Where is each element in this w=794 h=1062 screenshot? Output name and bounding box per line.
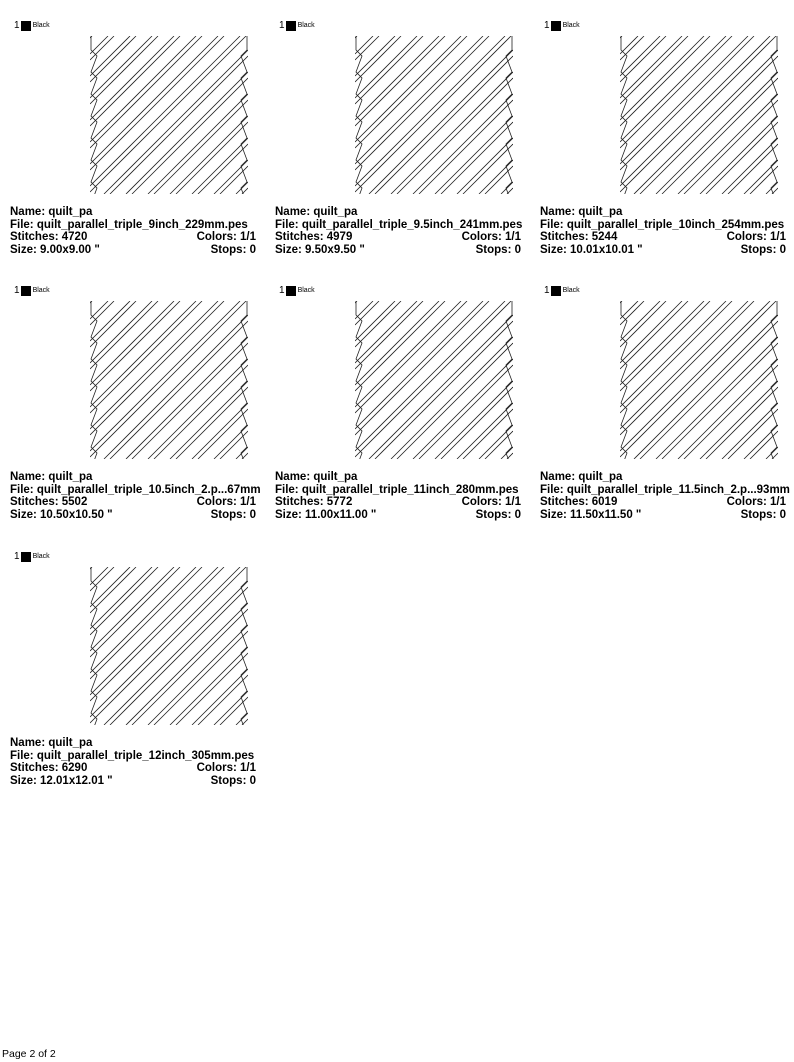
stitch-line — [355, 36, 439, 120]
stitch-line — [148, 94, 248, 194]
stitch-line — [170, 381, 248, 459]
design-size: Size: 10.01x10.01 " — [540, 243, 643, 256]
color-number: 1 — [279, 20, 285, 31]
design-stops: Stops: 0 — [210, 774, 256, 787]
stitch-line — [620, 301, 704, 385]
color-legend — [279, 285, 315, 297]
design-colors: Colors: 1/1 — [196, 762, 256, 774]
design-stitches: Stitches: 5772 — [275, 496, 353, 508]
design-card — [275, 283, 521, 533]
design-card — [540, 18, 786, 268]
stitch-line — [90, 36, 218, 164]
quilt-design-preview — [90, 301, 248, 459]
stitch-line — [501, 182, 513, 194]
quilt-stitch-pattern — [90, 301, 248, 459]
design-name: Name: quilt_pa — [275, 471, 358, 483]
stitch-line — [620, 301, 710, 391]
stitch-line — [620, 36, 704, 120]
design-stitches: Stitches: 4979 — [275, 231, 353, 243]
color-name: Black — [297, 22, 315, 29]
design-info — [275, 471, 521, 521]
stitch-line — [148, 359, 248, 459]
stitch-border — [91, 36, 97, 194]
color-swatch — [21, 552, 31, 562]
design-size: Size: 11.50x11.50 " — [540, 508, 642, 521]
stitch-line — [355, 36, 467, 148]
stitch-line — [750, 431, 778, 459]
stitch-line — [397, 78, 513, 194]
stitch-line — [110, 56, 248, 194]
stitch-line — [620, 301, 776, 457]
color-number: 1 — [279, 285, 285, 296]
stitch-line — [132, 609, 248, 725]
stitch-line — [355, 301, 483, 429]
color-swatch — [286, 21, 296, 31]
color-legend — [279, 20, 315, 32]
stitch-line — [170, 116, 248, 194]
stitch-line — [110, 587, 248, 725]
stitch-line — [620, 301, 726, 407]
quilt-stitch-pattern — [620, 301, 778, 459]
quilt-design-preview — [90, 36, 248, 194]
stitch-line — [744, 425, 778, 459]
stitch-line — [90, 301, 196, 407]
stitch-line — [355, 36, 483, 164]
color-name: Black — [32, 553, 50, 560]
stitch-line — [722, 138, 778, 194]
color-name: Black — [562, 22, 580, 29]
stitch-line — [457, 403, 513, 459]
design-size: Size: 9.00x9.00 " — [10, 243, 100, 256]
stitch-line — [90, 567, 114, 591]
stitch-line — [132, 343, 248, 459]
quilt-design-preview — [355, 36, 513, 194]
stitch-line — [90, 301, 218, 429]
stitch-line — [766, 447, 778, 459]
color-legend — [14, 20, 50, 32]
design-stops: Stops: 0 — [210, 508, 256, 521]
stitch-border — [356, 301, 362, 459]
design-size: Size: 10.50x10.50 " — [10, 508, 113, 521]
design-colors: Colors: 1/1 — [461, 231, 521, 243]
stitch-line — [90, 301, 158, 369]
stitch-line — [620, 301, 732, 413]
stitch-line — [750, 166, 778, 194]
stitch-line — [170, 647, 248, 725]
stitch-line — [236, 713, 248, 725]
stitch-line — [375, 321, 513, 459]
design-info — [10, 471, 261, 521]
stitch-border — [91, 567, 97, 725]
color-swatch — [286, 286, 296, 296]
stitch-line — [620, 36, 644, 60]
stitch-border — [621, 36, 627, 194]
stitch-line — [355, 36, 461, 142]
stitch-line — [192, 669, 248, 725]
stitch-line — [620, 36, 770, 186]
design-file: File: quilt_parallel_triple_9inch_229mm.pes — [10, 218, 248, 231]
stitch-line — [355, 301, 505, 451]
stitch-line — [457, 138, 513, 194]
color-number: 1 — [14, 551, 20, 562]
stitch-line — [479, 425, 513, 459]
color-name: Black — [32, 287, 50, 294]
stitch-line — [90, 567, 246, 723]
stitch-line — [620, 301, 748, 429]
stitch-line — [220, 431, 248, 459]
design-stops: Stops: 0 — [475, 508, 521, 521]
stitch-line — [90, 36, 158, 104]
stitch-line — [700, 381, 778, 459]
stitch-line — [501, 447, 513, 459]
design-colors: Colors: 1/1 — [726, 496, 786, 508]
color-legend — [14, 285, 50, 297]
stitch-line — [110, 321, 248, 459]
stitch-line — [90, 301, 174, 385]
stitch-line — [90, 36, 174, 120]
stitch-line — [90, 36, 240, 186]
color-legend — [544, 285, 580, 297]
stitch-line — [90, 301, 180, 391]
design-stitches: Stitches: 6019 — [540, 496, 618, 508]
design-name: Name: quilt_pa — [10, 737, 93, 749]
stitch-line — [198, 409, 248, 459]
stitch-line — [90, 567, 174, 651]
stitch-line — [90, 36, 114, 60]
design-name: Name: quilt_pa — [540, 206, 623, 218]
color-number: 1 — [544, 285, 550, 296]
design-stops: Stops: 0 — [740, 508, 786, 521]
design-info — [540, 471, 790, 521]
stitch-line — [413, 359, 513, 459]
stitch-line — [620, 301, 688, 369]
design-file: File: quilt_parallel_triple_9.5inch_241mm.pes — [275, 218, 523, 231]
stitch-line — [355, 36, 379, 60]
design-name: Name: quilt_pa — [540, 471, 623, 483]
stitch-line — [620, 36, 748, 164]
stitch-line — [90, 567, 240, 717]
color-name: Black — [32, 22, 50, 29]
stitch-line — [413, 94, 513, 194]
quilt-stitch-pattern — [620, 36, 778, 194]
stitch-line — [435, 116, 513, 194]
color-legend — [14, 551, 50, 563]
stitch-line — [620, 36, 710, 126]
stitch-line — [662, 343, 778, 459]
stitch-line — [132, 78, 248, 194]
design-size: Size: 11.00x11.00 " — [275, 508, 377, 521]
color-name: Black — [562, 287, 580, 294]
quilt-design-preview — [620, 301, 778, 459]
stitch-line — [220, 697, 248, 725]
quilt-design-preview — [620, 36, 778, 194]
stitch-line — [620, 301, 644, 325]
stitch-line — [355, 301, 379, 325]
design-info — [540, 206, 786, 256]
stitch-line — [463, 409, 513, 459]
stitch-line — [744, 160, 778, 194]
design-file: File: quilt_parallel_triple_10inch_254mm.pes — [540, 218, 785, 231]
design-stitches: Stitches: 5502 — [10, 496, 88, 508]
stitch-line — [214, 691, 248, 725]
color-legend — [544, 20, 580, 32]
stitch-line — [620, 301, 770, 451]
design-stitches: Stitches: 6290 — [10, 762, 88, 774]
stitch-line — [355, 301, 423, 369]
design-name: Name: quilt_pa — [10, 206, 93, 218]
stitch-line — [214, 425, 248, 459]
design-stitches: Stitches: 5244 — [540, 231, 618, 243]
quilt-stitch-pattern — [90, 36, 248, 194]
stitch-line — [355, 301, 439, 385]
stitch-line — [90, 567, 158, 635]
stitch-line — [620, 36, 776, 192]
stitch-line — [435, 381, 513, 459]
stitch-line — [479, 160, 513, 194]
design-info — [10, 737, 256, 787]
stitch-line — [90, 301, 114, 325]
design-file: File: quilt_parallel_triple_12inch_305mm.pes — [10, 749, 255, 762]
quilt-stitch-pattern — [355, 36, 513, 194]
quilt-design-preview — [355, 301, 513, 459]
stitch-line — [355, 301, 511, 457]
stitch-line — [656, 337, 778, 459]
stitch-line — [214, 160, 248, 194]
quilt-stitch-pattern — [355, 301, 513, 459]
stitch-line — [90, 567, 218, 695]
stitch-line — [90, 36, 202, 148]
color-swatch — [21, 21, 31, 31]
stitch-line — [391, 72, 513, 194]
stitch-line — [620, 36, 688, 104]
design-file: File: quilt_parallel_triple_11.5inch_2.p...93mm — [540, 483, 790, 496]
stitch-line — [198, 144, 248, 194]
color-number: 1 — [14, 285, 20, 296]
stitch-line — [355, 36, 445, 126]
stitch-line — [126, 72, 248, 194]
stitch-line — [463, 144, 513, 194]
stitch-line — [700, 116, 778, 194]
design-stops: Stops: 0 — [210, 243, 256, 256]
stitch-border — [91, 301, 97, 459]
stitch-line — [722, 403, 778, 459]
design-card — [540, 283, 790, 533]
color-swatch — [551, 286, 561, 296]
stitch-line — [236, 182, 248, 194]
stitch-line — [662, 78, 778, 194]
stitch-line — [728, 144, 778, 194]
design-colors: Colors: 1/1 — [726, 231, 786, 243]
design-card — [10, 283, 261, 533]
stitch-line — [391, 337, 513, 459]
stitch-border — [356, 36, 362, 194]
stitch-line — [355, 36, 505, 186]
stitch-line — [90, 567, 180, 657]
stitch-line — [397, 343, 513, 459]
stitch-line — [236, 447, 248, 459]
stitch-line — [90, 36, 196, 142]
color-swatch — [551, 21, 561, 31]
stitch-line — [485, 431, 513, 459]
color-name: Black — [297, 287, 315, 294]
design-stitches: Stitches: 4720 — [10, 231, 88, 243]
stitch-line — [355, 301, 445, 391]
color-swatch — [21, 286, 31, 296]
stitch-line — [192, 138, 248, 194]
stitch-line — [656, 72, 778, 194]
stitch-line — [90, 301, 202, 413]
stitch-line — [90, 36, 246, 192]
design-colors: Colors: 1/1 — [461, 496, 521, 508]
design-name: Name: quilt_pa — [275, 206, 358, 218]
stitch-line — [148, 625, 248, 725]
stitch-line — [640, 56, 778, 194]
stitch-line — [90, 567, 202, 679]
stitch-line — [90, 36, 180, 126]
design-info — [10, 206, 256, 256]
stitch-line — [728, 409, 778, 459]
stitch-line — [375, 56, 513, 194]
stitch-line — [90, 301, 240, 451]
page-number: Page 2 of 2 — [2, 1048, 56, 1060]
design-card — [10, 549, 256, 799]
stitch-line — [678, 94, 778, 194]
quilt-stitch-pattern — [90, 567, 248, 725]
stitch-line — [766, 182, 778, 194]
stitch-border — [621, 301, 627, 459]
stitch-line — [355, 36, 511, 192]
design-file: File: quilt_parallel_triple_10.5inch_2.p...67mm — [10, 483, 261, 496]
quilt-design-preview — [90, 567, 248, 725]
stitch-line — [620, 36, 732, 148]
stitch-line — [640, 321, 778, 459]
stitch-line — [678, 359, 778, 459]
design-colors: Colors: 1/1 — [196, 496, 256, 508]
design-stops: Stops: 0 — [475, 243, 521, 256]
design-size: Size: 12.01x12.01 " — [10, 774, 113, 787]
design-info — [275, 206, 521, 256]
stitch-line — [90, 301, 246, 457]
design-card — [10, 18, 256, 268]
stitch-line — [90, 567, 196, 673]
stitch-line — [126, 603, 248, 725]
design-stops: Stops: 0 — [740, 243, 786, 256]
design-name: Name: quilt_pa — [10, 471, 93, 483]
stitch-line — [355, 301, 461, 407]
stitch-line — [198, 675, 248, 725]
design-file: File: quilt_parallel_triple_11inch_280mm.pes — [275, 483, 519, 496]
stitch-line — [485, 166, 513, 194]
design-size: Size: 9.50x9.50 " — [275, 243, 365, 256]
stitch-line — [620, 36, 726, 142]
stitch-line — [220, 166, 248, 194]
design-card — [275, 18, 521, 268]
color-number: 1 — [544, 20, 550, 31]
stitch-line — [355, 301, 467, 413]
stitch-line — [355, 36, 423, 104]
design-colors: Colors: 1/1 — [196, 231, 256, 243]
stitch-line — [126, 337, 248, 459]
color-number: 1 — [14, 20, 20, 31]
stitch-line — [192, 403, 248, 459]
